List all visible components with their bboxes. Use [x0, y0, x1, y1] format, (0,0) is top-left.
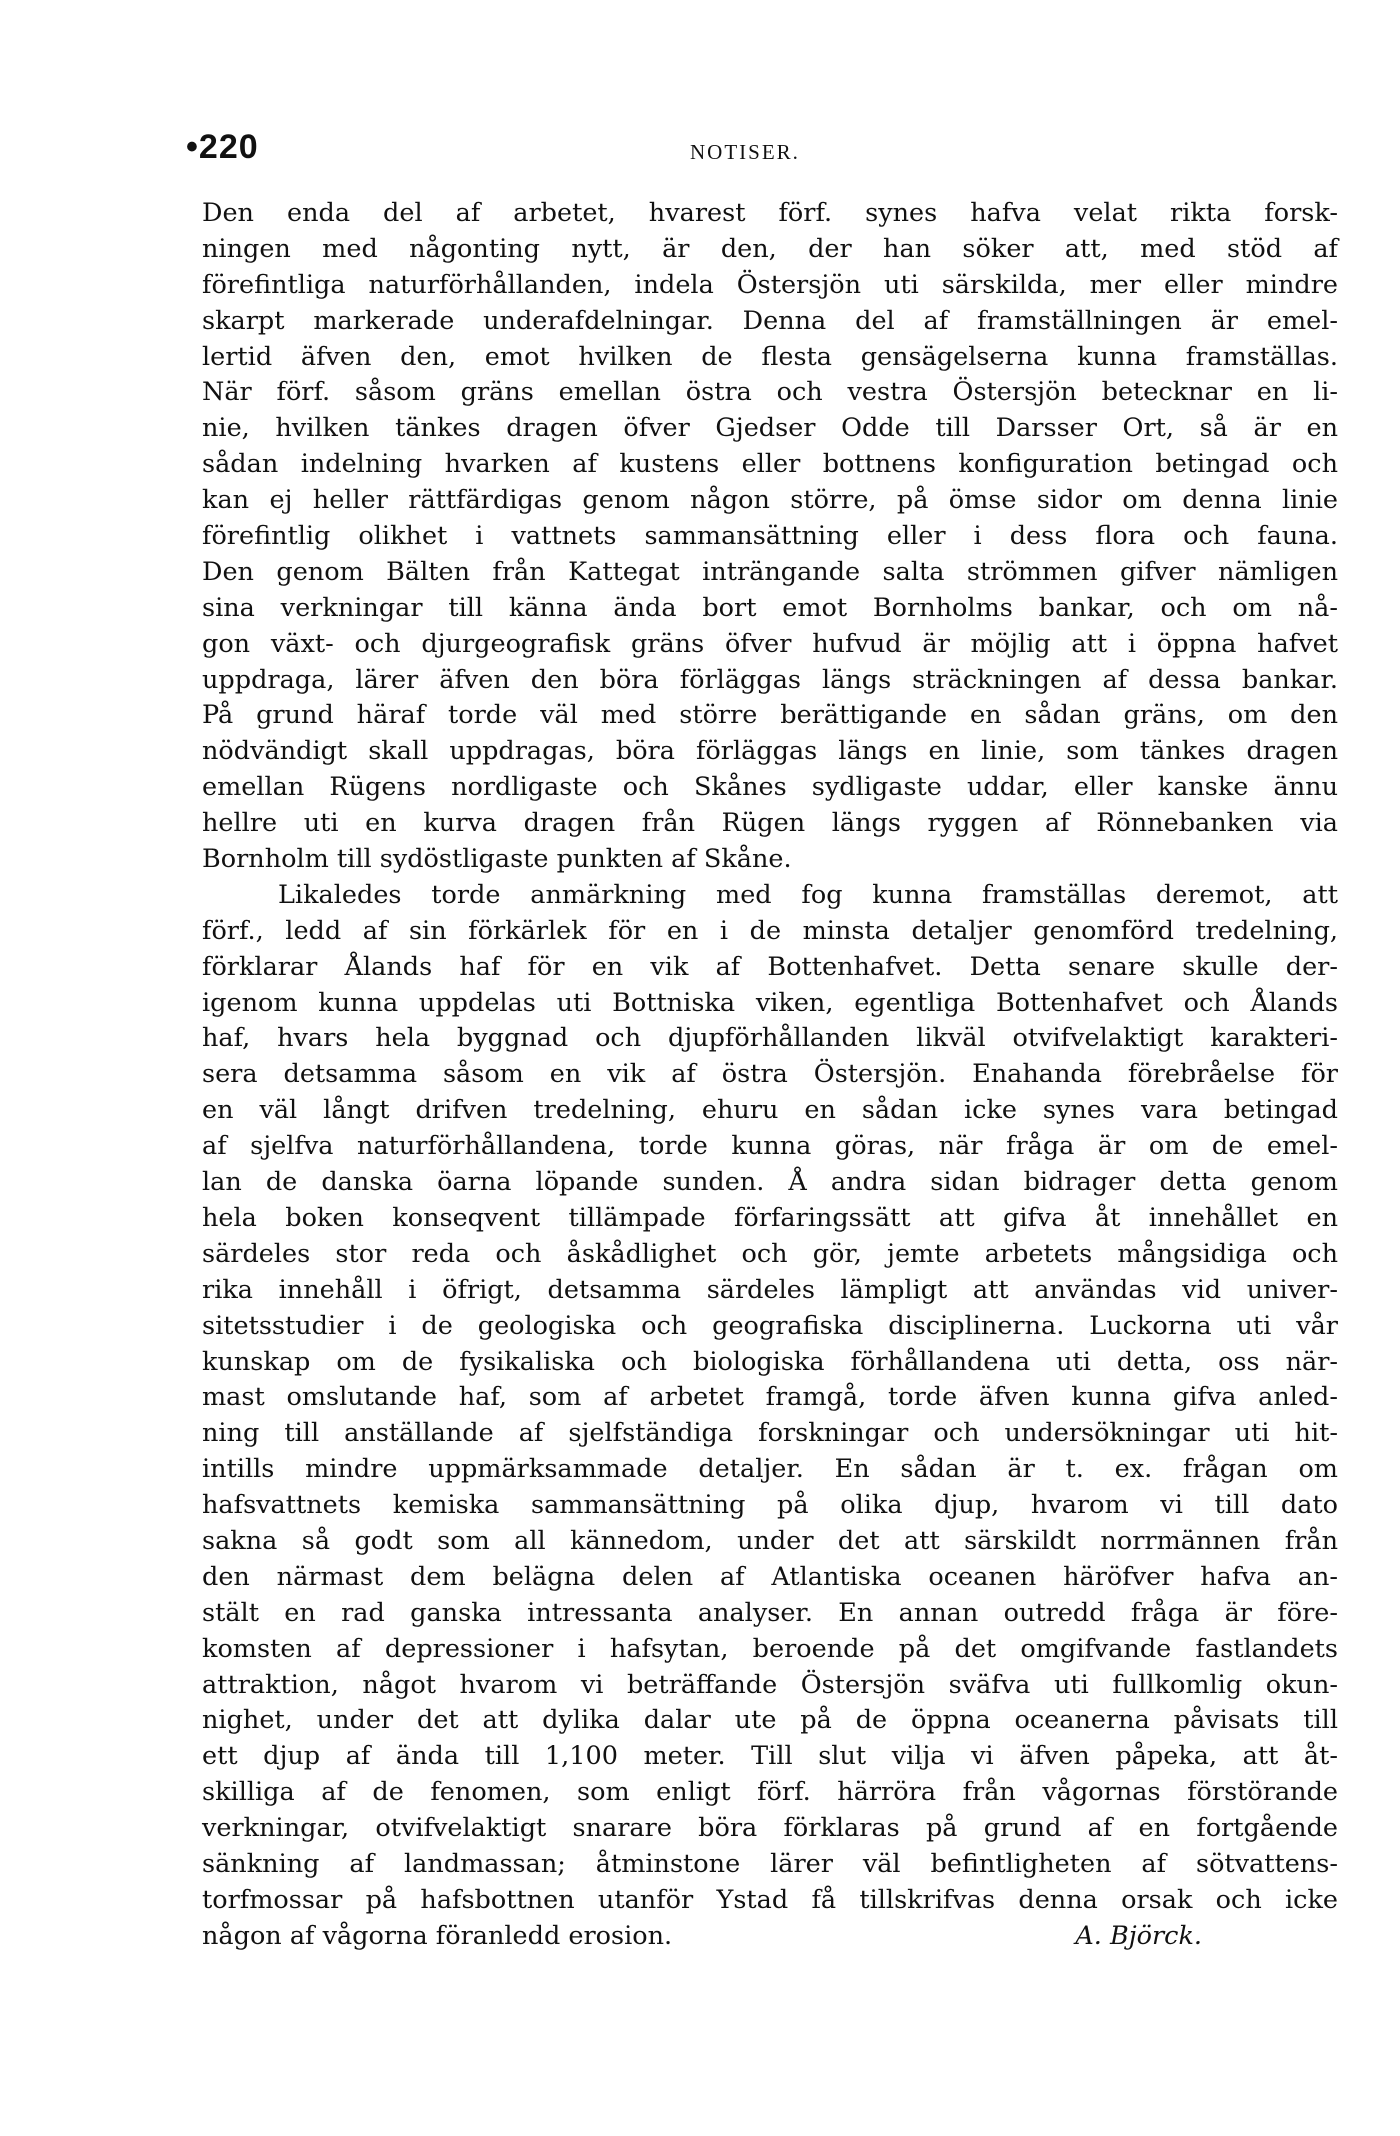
author-signature: A. Björck.: [1075, 1920, 1202, 1951]
text-line: den närmast dem belägna delen af Atlantiska oceanen häröfver hafva an-: [202, 1561, 1338, 1592]
text-line: sådan indelning hvarken af kustens eller bottnens konfiguration betingad och: [202, 449, 1338, 480]
body-text: [202, 196, 1338, 1955]
text-line: attraktion, något hvarom vi beträffande Östersjön sväfva uti fullkomlig okun-: [202, 1669, 1338, 1700]
text-line: lertid äfven den, emot hvilken de flesta gensägelserna kunna framställas.: [202, 341, 1338, 372]
text-line: intills mindre uppmärksammade detaljer. En sådan är t. ex. frågan om: [202, 1454, 1338, 1485]
text-line: emellan Rügens nordligaste och Skånes sydligaste uddar, eller kanske ännu: [202, 772, 1338, 803]
text-line: nie, hvilken tänkes dragen öfver Gjedser Odde till Darsser Ort, så är en: [202, 413, 1338, 444]
text-line: sera detsamma såsom en vik af östra Östersjön. Enahanda förebråelse för: [202, 1059, 1338, 1090]
text-line: torfmossar på hafsbottnen utanför Ystad få tillskrifvas denna orsak och icke: [202, 1884, 1338, 1915]
text-line: hellre uti en kurva dragen från Rügen längs ryggen af Rönnebanken via: [202, 808, 1338, 839]
text-line: gon växt- och djurgeografisk gräns öfver hufvud är möjlig att i öppna hafvet: [202, 628, 1338, 659]
text-line: någon af vågorna föranledd erosion.: [202, 1920, 673, 1951]
running-header: NOTISER.: [690, 140, 800, 164]
text-line: Bornholm till sydöstligaste punkten af Skåne.: [202, 844, 792, 875]
text-line: komsten af depressioner i hafsytan, beroende på det omgifvande fastlandets: [202, 1633, 1338, 1664]
text-line: en väl långt drifven tredelning, ehuru en sådan icke synes vara betingad: [202, 1095, 1338, 1126]
text-line: ett djup af ända till 1,100 meter. Till slut vilja vi äfven påpeka, att åt-: [202, 1741, 1338, 1772]
text-line: af sjelfva naturförhållandena, torde kunna göras, när fråga är om de emel-: [202, 1131, 1338, 1162]
text-line: haf, hvars hela byggnad och djupförhållanden likväl otvifvelaktigt karakteri-: [202, 1023, 1338, 1054]
text-line: förklarar Ålands haf för en vik af Bottenhafvet. Detta senare skulle der-: [202, 951, 1338, 982]
text-line: kunskap om de fysikaliska och biologiska förhållandena uti detta, oss när-: [202, 1346, 1338, 1377]
text-line: stält en rad ganska intressanta analyser. En annan outredd fråga är före-: [202, 1597, 1338, 1628]
text-line: ningen med någonting nytt, är den, der han söker att, med stöd af: [202, 233, 1338, 264]
text-line: Den genom Bälten från Kattegat inträngande salta strömmen gifver nämligen: [202, 556, 1338, 587]
text-line: hela boken konseqvent tillämpade förfaringssätt att gifva åt innehållet en: [202, 1202, 1338, 1233]
text-line: förf., ledd af sin förkärlek för en i de minsta detaljer genomförd tredelning,: [202, 915, 1338, 946]
text-line: lan de danska öarna löpande sunden. Å andra sidan bidrager detta genom: [202, 1167, 1338, 1198]
text-line: nighet, under det att dylika dalar ute på de öppna oceanerna påvisats till: [202, 1705, 1338, 1736]
text-line: När förf. såsom gräns emellan östra och vestra Östersjön betecknar en li-: [202, 377, 1338, 408]
text-line: verkningar, otvifvelaktigt snarare böra förklaras på grund af en fortgående: [202, 1813, 1338, 1844]
text-line: skilliga af de fenomen, som enligt förf. härröra från vågornas förstörande: [202, 1777, 1338, 1808]
paragraph-start: Likaledes torde anmärkning med fog kunna framställas deremot, att: [278, 879, 1338, 910]
text-line: sina verkningar till känna ända bort emot Bornholms bankar, och om nå-: [202, 592, 1338, 623]
text-line: mast omslutande haf, som af arbetet framgå, torde äfven kunna gifva anled-: [202, 1382, 1338, 1413]
text-line: rika innehåll i öfrigt, detsamma särdeles lämpligt att användas vid univer-: [202, 1274, 1338, 1305]
text-line: På grund häraf torde väl med större berättigande en sådan gräns, om den: [202, 700, 1338, 731]
text-line: sitetsstudier i de geologiska och geografiska disciplinerna. Luckorna uti vår: [202, 1310, 1338, 1341]
text-line: kan ej heller rättfärdigas genom någon större, på ömse sidor om denna linie: [202, 485, 1338, 516]
page-number: •220: [186, 128, 259, 166]
text-line: ning till anställande af sjelfständiga forskningar och undersökningar uti hit-: [202, 1418, 1338, 1449]
text-line: Den enda del af arbetet, hvarest förf. synes hafva velat rikta forsk-: [202, 198, 1338, 228]
text-line: igenom kunna uppdelas uti Bottniska viken, egentliga Bottenhafvet och Ålands: [202, 987, 1338, 1018]
closing-line: [202, 1919, 1338, 1955]
text-line: skarpt markerade underafdelningar. Denna del af framställningen är emel-: [202, 305, 1338, 336]
text-line: hafsvattnets kemiska sammansättning på olika djup, hvarom vi till dato: [202, 1490, 1338, 1521]
text-line: sänkning af landmassan; åtminstone lärer väl befintligheten af sötvattens-: [202, 1848, 1338, 1879]
text-line: förefintliga naturförhållanden, indela Östersjön uti särskilda, mer eller mindre: [202, 269, 1338, 300]
text-line: särdeles stor reda och åskådlighet och gör, jemte arbetets mångsidiga och: [202, 1238, 1338, 1269]
text-line: sakna så godt som all kännedom, under det att särskildt norrmännen från: [202, 1525, 1338, 1556]
text-line: uppdraga, lärer äfven den böra förläggas längs sträckningen af dessa bankar.: [202, 664, 1338, 695]
text-line: förefintlig olikhet i vattnets sammansättning eller i dess flora och fauna.: [202, 521, 1338, 552]
text-line: nödvändigt skall uppdragas, böra förläggas längs en linie, som tänkes dragen: [202, 736, 1338, 767]
